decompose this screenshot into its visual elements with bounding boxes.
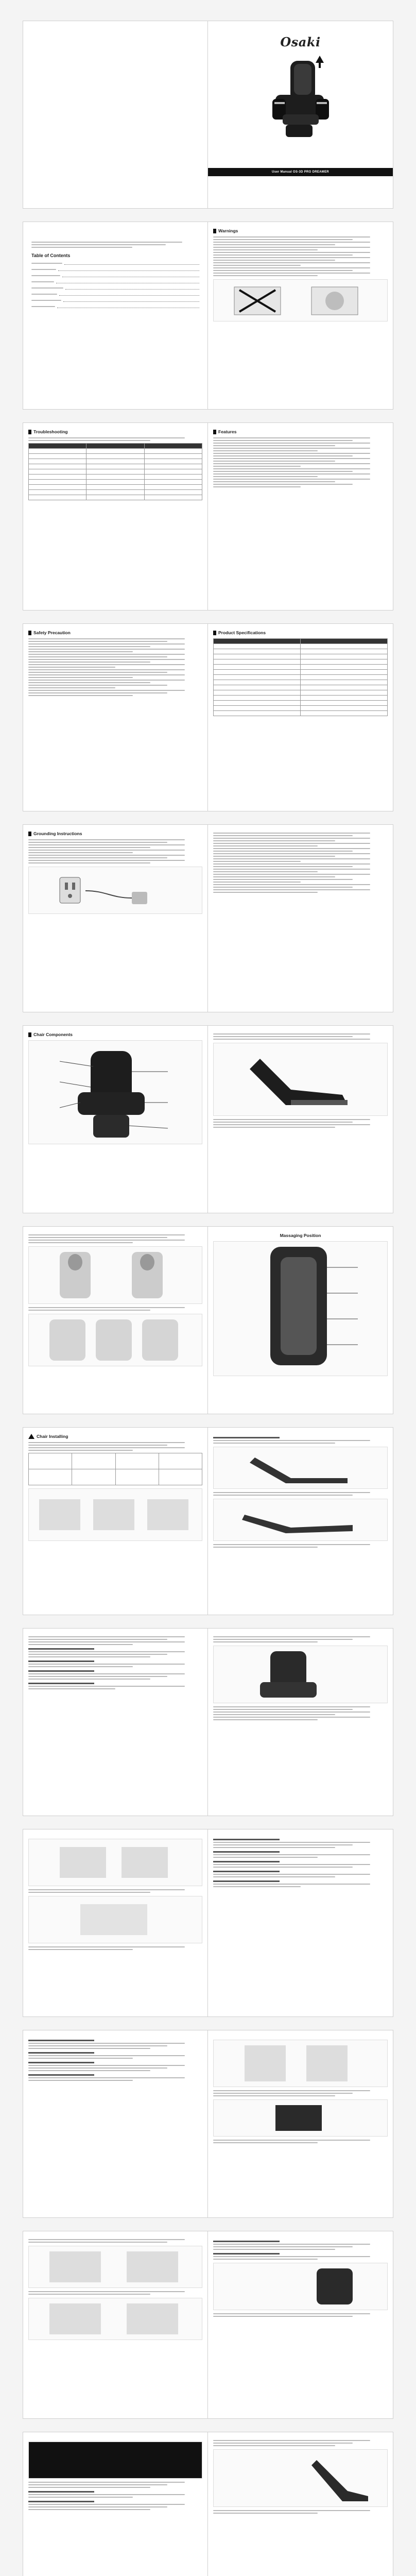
spread-usage-2 (23, 2231, 393, 2419)
heading-marker-icon (28, 430, 31, 434)
toc-row (31, 274, 199, 278)
manual-title: User Manual OS-3D PRO DREAMER (271, 171, 330, 174)
warning-triangle-icon (28, 1434, 34, 1439)
heading-marker-icon (28, 631, 31, 635)
heading-marker-icon (28, 832, 31, 836)
spread-install-steps-2 (23, 1829, 393, 2017)
body-scan-illustration (28, 1246, 202, 1304)
components-page-2 (208, 1025, 393, 1213)
install-steps-page (23, 1628, 208, 1816)
armrest-illustration (28, 2298, 202, 2340)
warning-illustration (213, 279, 388, 321)
section-heading: Massaging Position (280, 1233, 321, 1238)
specs-table (213, 638, 388, 716)
seat-diagram (28, 1314, 202, 1366)
footrest-illustration (28, 2246, 202, 2288)
toc-row (31, 280, 199, 284)
cable-connection-illustration (28, 1839, 202, 1886)
usage-page-4 (208, 2231, 393, 2419)
install-steps-page-4 (208, 1829, 393, 2017)
parts-table (28, 1453, 202, 1485)
section-heading: Chair Components (28, 1032, 202, 1037)
usage-page (23, 2030, 208, 2218)
section-heading: Features (213, 429, 388, 434)
position-page (23, 1226, 208, 1414)
massaging-position-page (208, 1226, 393, 1414)
spread-safety-specs (23, 623, 393, 811)
page-blank (23, 21, 208, 209)
spread-massaging-position (23, 1226, 393, 1414)
install-steps-page-2 (208, 1628, 393, 1816)
heading-marker-icon (28, 1032, 31, 1037)
toc-row (31, 261, 199, 265)
maintenance-page-2 (208, 2432, 393, 2576)
grounding-plug-illustration (28, 867, 202, 914)
spread-components (23, 1025, 393, 1213)
installation-steps-illustration (28, 1488, 202, 1541)
toc-page (23, 222, 208, 410)
section-heading: Product Specifications (213, 630, 388, 635)
heading-marker-icon (213, 229, 216, 233)
safety-page (23, 623, 208, 811)
usage-page-3 (23, 2231, 208, 2419)
spread-installing (23, 1427, 393, 1615)
installing-page-2 (208, 1427, 393, 1615)
chair-side-illustration (213, 1447, 388, 1489)
install-steps-page-3 (23, 1829, 208, 2017)
precautions-page (208, 824, 393, 1012)
massaging-position-diagram (213, 1241, 388, 1376)
section-heading: Safety Precaution (28, 630, 202, 635)
toc-intro-text (31, 242, 199, 248)
specs-page (208, 623, 393, 811)
usage-page-2 (208, 2030, 393, 2218)
installing-page (23, 1427, 208, 1615)
features-page (208, 422, 393, 611)
chair-recline-diagram (213, 1043, 388, 1116)
section-heading: Chair Installing (28, 1434, 202, 1439)
spread-install-steps (23, 1628, 393, 1816)
chair-recline-illustration (213, 1499, 388, 1541)
components-page (23, 1025, 208, 1213)
maintenance-page (23, 2432, 208, 2576)
chair-usage-illustration (213, 2040, 388, 2087)
warnings-page (208, 222, 393, 410)
spread-troubleshooting-features (23, 422, 393, 611)
massage-chair-image (262, 54, 339, 141)
grounding-page (23, 824, 208, 1012)
spread-cover (23, 21, 393, 209)
spread-usage (23, 2030, 393, 2218)
cover-title-bar (208, 168, 393, 176)
section-heading: Warnings (213, 228, 388, 233)
troubleshooting-page (23, 422, 208, 611)
cover-page (208, 21, 393, 209)
chair-person-illustration (213, 2449, 388, 2507)
chair-detail-illustration (213, 2099, 388, 2137)
toc-row (31, 298, 199, 302)
heading-marker-icon (213, 631, 216, 635)
brand-logo: Osaki (280, 35, 321, 49)
spread-grounding (23, 824, 393, 1012)
chair-assembly-illustration (213, 1646, 388, 1703)
toc-list (28, 261, 202, 309)
spread-toc-warnings (23, 222, 393, 410)
spread-maintenance (23, 2432, 393, 2576)
troubleshooting-table (28, 443, 202, 500)
toc-row (31, 304, 199, 309)
toc-row (31, 267, 199, 272)
heading-marker-icon (213, 430, 216, 434)
chair-components-diagram (28, 1040, 202, 1144)
toc-row (31, 292, 199, 296)
notice-box (28, 2442, 202, 2479)
chair-back-illustration (213, 2263, 388, 2310)
toc-row (31, 286, 199, 290)
toc-title: Table of Contents (31, 253, 71, 258)
connector-illustration (28, 1896, 202, 1943)
section-heading: Grounding Instructions (28, 831, 202, 836)
section-heading: Troubleshooting (28, 429, 202, 434)
